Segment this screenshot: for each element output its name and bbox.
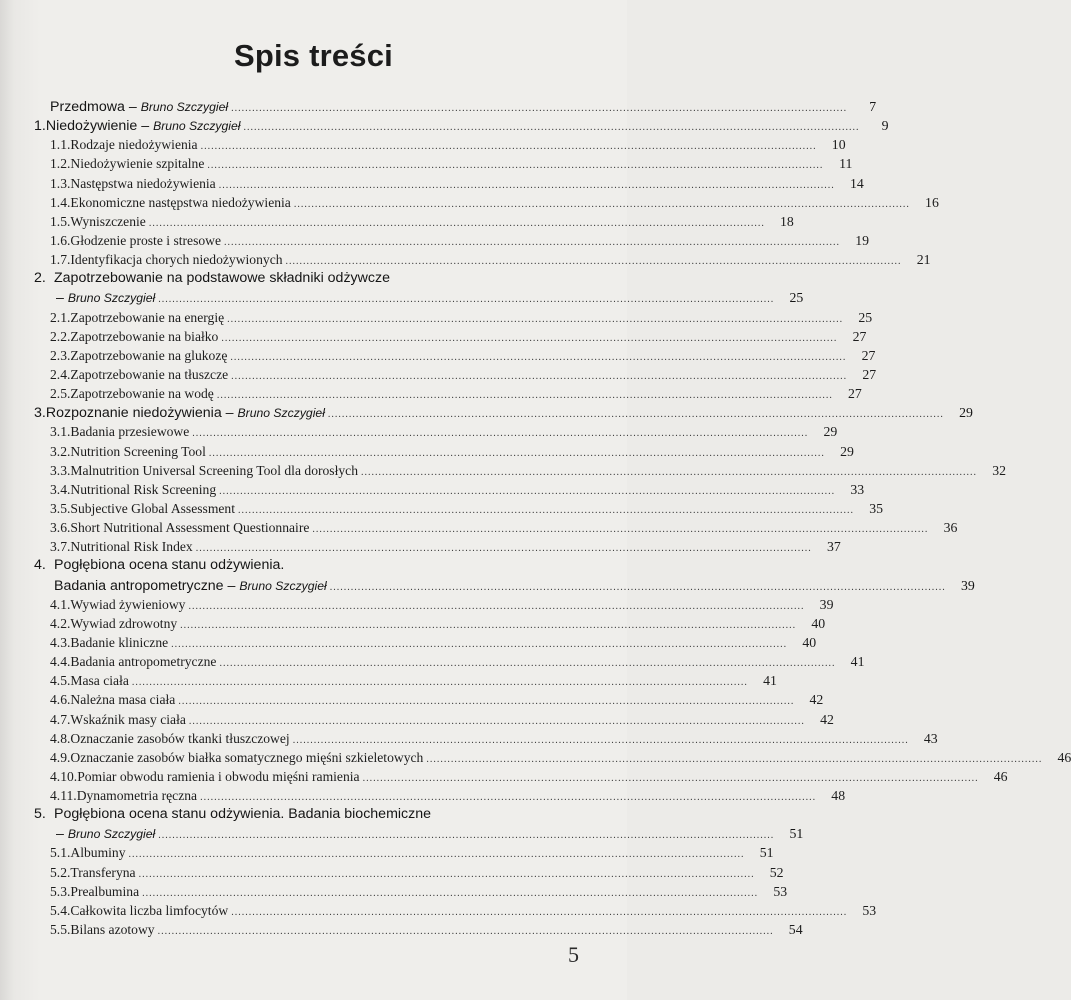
section-number: 3.3. [50,462,71,478]
dot-leader [363,769,979,788]
section-number: 1.2. [50,156,71,172]
dot-leader [224,233,840,252]
chapter-number: 3. [34,405,46,422]
page-number: 18 [780,213,794,229]
toc-section [34,231,870,250]
preface-label: Przedmowa [50,99,125,115]
page-number: 41 [850,654,865,670]
page-number: 53 [773,883,788,899]
section-number: 1.4. [50,194,71,210]
toc-section [34,901,877,920]
dot-leader [142,884,758,903]
table-of-contents [34,97,1071,939]
page-number: 25 [858,309,873,325]
toc-section [34,843,774,862]
section-title: Badania antropometryczne [70,654,217,670]
toc-section [34,863,784,882]
section-title: Zapotrzebowanie na wodę [70,386,214,402]
author-name: Bruno Szczygieł [140,100,229,114]
dot-leader [221,329,837,348]
toc-section [34,461,1007,480]
page-number: 40 [802,634,817,650]
section-number: 5.3. [50,883,71,899]
dot-leader [129,845,745,864]
dot-leader [201,137,817,156]
page-number: 19 [855,232,870,248]
dot-leader [230,348,846,367]
page-number: 48 [831,788,846,804]
page-number: 27 [861,347,876,363]
section-title: Całkowita liczba limfocytów [70,902,229,918]
section-title: Identyfikacja chorych niedożywionych [70,252,283,268]
toc-section [34,346,876,365]
section-number: 4.9. [50,749,71,765]
toc-section [34,920,803,939]
section-number: 4.8. [50,730,71,746]
section-title: Zapotrzebowanie na tłuszcze [70,366,229,382]
section-title: Wywiad zdrowotny [70,615,178,631]
dot-leader [294,195,910,214]
page-number: 27 [862,366,877,382]
section-title: Prealbumina [70,883,140,899]
toc-chapter-2-author-line: – Bruno Szczygieł ..... 25 [34,288,570,307]
dot-leader [231,99,847,118]
page-number: 42 [809,692,824,708]
toc-section [34,193,939,212]
dot-leader [192,424,808,443]
toc-section [34,614,826,633]
section-number: 5.5. [50,922,71,938]
toc-section [34,327,867,346]
page-number: 42 [820,711,834,727]
toc-section [34,384,862,403]
section-number: 3.2. [50,443,71,459]
toc-chapter-4 [34,556,570,575]
dot-leader [219,176,835,195]
page-number: 11 [839,156,853,172]
toc-section [34,652,865,671]
chapter-number: 1. [34,118,46,135]
section-title: Wywiad żywieniowy [70,596,186,612]
section-number: 1.5. [50,213,71,229]
page-number: 40 [811,615,826,631]
page-number: 25 [789,290,804,306]
toc-section [34,174,864,193]
section-title: Wyniszczenie [70,213,146,229]
section-title: Badania przesiewowe [70,424,190,440]
section-number: 4.2. [50,615,71,631]
chapter-number: 5. [34,806,46,823]
toc-chapter-5 [34,805,570,824]
section-title: Nutritional Risk Index [70,539,193,555]
section-title: Głodzenie proste i stresowe [70,232,222,248]
dot-leader [330,578,946,597]
section-number: 5.1. [50,845,71,861]
section-title: Oznaczanie zasobów białka somatycznego mięśni szkieletowych [70,749,424,765]
toc-section [34,422,838,441]
dot-leader [196,539,812,558]
section-number: 4.4. [50,654,71,670]
dot-leader [132,673,748,692]
section-number: 4.5. [50,673,71,689]
chapter-number: 4. [34,557,46,574]
section-number: 3.5. [50,500,71,516]
section-number: 2.1. [50,309,71,325]
toc-chapter-4-second-line: Badania antropometryczne – Bruno Szczygieł ..... 39 [34,576,570,595]
section-title: Badanie kliniczne [70,634,169,650]
toc-section [34,518,958,537]
toc-section [34,882,788,901]
page-number: 32 [992,462,1007,478]
dot-leader [219,654,835,673]
page-number: 27 [848,386,862,402]
section-number: 2.3. [50,347,71,363]
chapter-title: Pogłębiona ocena stanu odżywienia. [54,557,285,574]
dot-leader [328,405,944,424]
toc-section [34,767,1008,786]
section-number: 1.1. [50,137,71,153]
section-title: Dynamometria ręczna [76,788,198,804]
toc-section [34,710,834,729]
section-title: Pomiar obwodu ramienia i obwodu mięśni ramienia [77,768,360,784]
section-title: Short Nutritional Assessment Questionnaire [70,520,310,536]
section-title: Nutrition Screening Tool [70,443,206,459]
section-number: 4.1. [50,596,71,612]
author-name: Bruno Szczygieł [153,119,241,134]
toc-section [34,212,794,231]
author-name: Bruno Szczygieł [67,291,156,306]
page-number: 53 [862,902,877,918]
section-title: Albuminy [70,845,126,861]
section-number: 3.1. [50,424,71,440]
dot-leader [219,482,835,501]
dot-leader [158,290,774,309]
section-number: 1.3. [50,175,71,191]
page-title: Spis treści [233,38,393,73]
chapter-title: Niedożywienie [45,118,138,135]
page-number: 43 [923,730,938,746]
page-number: 37 [826,539,841,555]
dot-leader [158,922,774,941]
page-number: 36 [943,520,958,536]
dot-leader [178,692,794,711]
section-title: Ekonomiczne następstwa niedożywienia [70,194,291,210]
section-title: Nutritional Risk Screening [70,481,217,497]
section-number: 1.7. [50,252,71,268]
toc-section [34,365,877,384]
dot-leader [227,310,843,329]
section-title: Subjective Global Assessment [70,500,236,516]
page-number: 51 [759,845,774,861]
section-title: Rodzaje niedożywienia [70,137,198,153]
toc-section [34,499,884,518]
section-number: 4.10. [50,768,78,784]
page-number: 52 [769,864,784,880]
section-title: Zapotrzebowanie na glukozę [70,347,228,363]
toc-chapter-5-author-line: – Bruno Szczygieł ..... 51 [34,824,570,843]
page-number: 54 [788,922,803,938]
toc-section [34,633,817,652]
page-number: 7 [869,99,877,114]
toc-section [34,537,841,556]
page-number: 39 [960,577,975,593]
section-title: Niedożywienie szpitalne [70,156,205,172]
section-number: 2.4. [50,366,71,382]
toc-section [34,786,846,805]
dot-leader [361,463,977,482]
section-title: Należna masa ciała [70,692,176,708]
section-number: 3.6. [50,520,71,536]
toc-section [34,671,777,690]
section-number: 2.2. [50,328,71,344]
dot-leader [244,118,860,137]
section-number: 5.4. [50,902,71,918]
dot-leader [217,386,833,405]
dot-leader [188,597,804,616]
chapter-title: Rozpoznanie niedożywienia [45,405,222,422]
section-number: 5.2. [50,864,71,880]
toc-chapter-1: 1. Niedożywienie – Bruno Szczygieł ..... 9 [34,116,570,135]
page-number: 16 [925,194,939,210]
page-number: 10 [831,137,846,153]
page-number: 41 [763,673,777,689]
page-number: 33 [850,481,865,497]
page-number: 51 [789,826,804,842]
page-number: 29 [823,424,838,440]
page-number: 35 [869,500,884,516]
dot-leader [180,616,796,635]
section-title: Zapotrzebowanie na białko [70,328,219,344]
dot-leader [171,635,787,654]
toc-section [34,442,854,461]
section-title: Wskaźnik masy ciała [70,711,186,727]
section-title: Bilans azotowy [70,922,155,938]
dot-leader [238,501,854,520]
section-title: Następstwa niedożywienia [70,175,216,191]
dot-leader [149,214,765,233]
page-number: 21 [916,252,931,268]
section-title: Malnutrition Universal Screening Tool dla dorosłych [70,462,359,478]
page-number: 14 [849,175,864,191]
page-number: 29 [959,405,973,421]
dot-leader [231,903,847,922]
page-number: 9 [881,118,889,134]
dot-leader [139,865,755,884]
page-number: 46 [993,768,1008,784]
toc-preface: Przedmowa – Bruno Szczygieł ..... 7 [34,97,570,116]
toc-section [34,308,873,327]
toc-section [34,480,865,499]
dot-leader [158,826,774,845]
author-name: Bruno Szczygieł [239,578,327,593]
section-number: 4.6. [50,692,71,708]
dot-leader [231,367,847,386]
chapter-number: 2. [34,270,46,287]
section-number: 4.3. [50,634,71,650]
toc-chapter-2 [34,269,570,288]
section-number: 4.7. [50,711,71,727]
author-name: Bruno Szczygieł [237,406,325,421]
toc-section [34,690,824,709]
page-number: 27 [852,328,867,344]
section-title: Zapotrzebowanie na energię [70,309,225,325]
page-number: 46 [1057,749,1071,765]
chapter-title-continued: Badania antropometryczne [54,577,224,594]
section-number: 3.7. [50,539,71,555]
section-title: Oznaczanie zasobów tkanki tłuszczowej [70,730,290,746]
section-number: 1.6. [50,232,71,248]
page-folio: 5 [568,942,579,967]
section-number: 4.11. [50,788,77,804]
author-name: Bruno Szczygieł [67,827,156,842]
page-number: 39 [819,596,834,612]
toc-section [34,595,834,614]
chapter-title: Pogłębiona ocena stanu odżywienia. Badania biochemiczne [54,806,432,823]
section-title: Masa ciała [70,673,129,689]
toc-section [34,729,938,748]
chapter-title: Zapotrzebowanie na podstawowe składniki odżywcze [54,270,390,287]
dot-leader [426,750,1042,769]
dot-leader [207,156,823,175]
section-number: 2.5. [50,386,71,402]
page-number: 29 [840,443,854,459]
section-number: 3.4. [50,481,71,497]
toc-section [34,250,931,269]
toc-section [34,135,846,154]
toc-section [34,748,1071,767]
toc-chapter-3: 3. Rozpoznanie niedożywienia – Bruno Szczygieł ..... 29 [34,403,570,422]
toc-section [34,154,853,173]
section-title: Transferyna [70,864,136,880]
